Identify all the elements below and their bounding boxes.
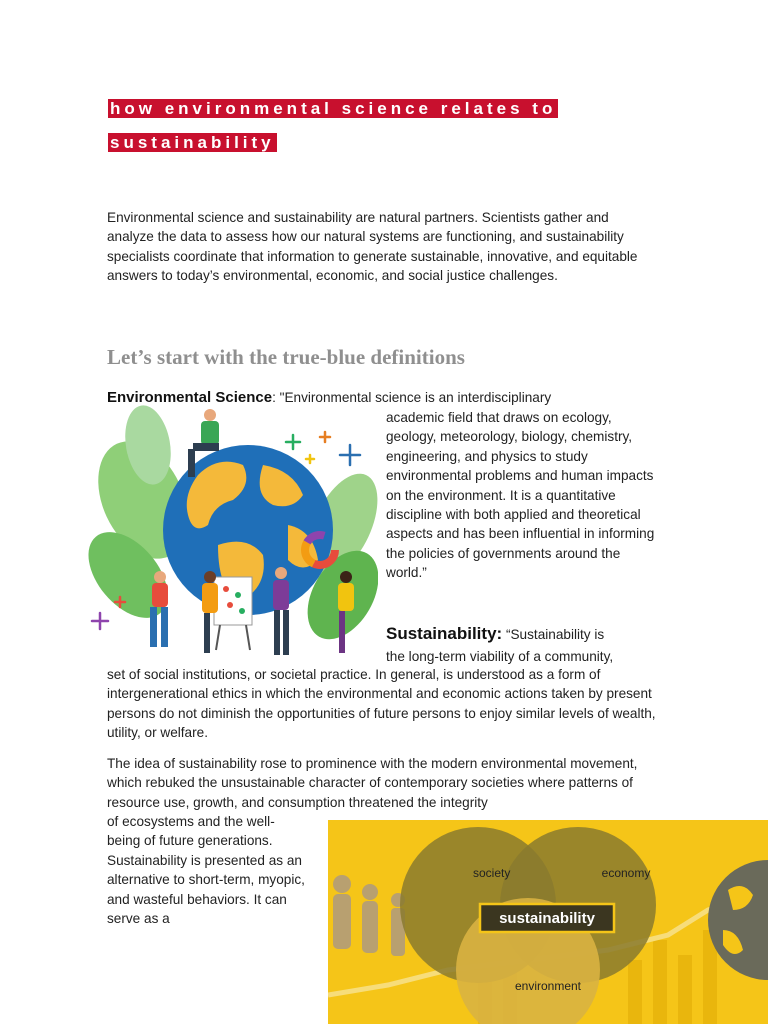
page-title-line-1 xyxy=(108,98,558,120)
chart-easel-icon xyxy=(214,577,252,650)
sustainability-term: Sustainability: xyxy=(386,624,503,643)
sustainability-line1: “Sustainability is xyxy=(502,627,605,642)
env-science-line1: "Environmental science is an interdisciplinary xyxy=(279,390,552,405)
venn-economy-label: economy xyxy=(601,866,651,880)
env-science-separator: : xyxy=(272,390,280,405)
sustainability-definition: set of social institutions, or societal practice. In general, is understood as a form of intergenerational ethics in which the environmental and economic actions taken by present persons do not diminish the opportunities of future persons to enjoy similar levels of wealth, utility, or welfare. xyxy=(107,667,656,741)
env-science-term: Environmental Science xyxy=(107,389,273,406)
sustainability-line2: the long-term viability of a community, xyxy=(386,649,614,664)
venn-environment-label: environment xyxy=(514,979,582,993)
globe-people-illustration xyxy=(88,405,378,665)
idea-paragraph-narrow: of ecosystems and the well-being of future generations. Sustainability is presented as an alternative to short-term, myopic, and wasteful behaviors. It can serve as a xyxy=(107,814,305,927)
page-title-line-2 xyxy=(108,132,277,154)
venn-center-label: sustainability xyxy=(499,910,595,927)
intro-paragraph: Environmental science and sustainability are natural partners. Scientists gather and analyze the data to assess how our natural systems are functioning, and sustainability specialists coordinate that information to generate sustainable, innovative, and equitable answers to today’s environmental, economic, and social justice challenges. xyxy=(107,210,638,284)
venn-society-label: society xyxy=(473,866,511,880)
sustainability-venn-graphic xyxy=(328,820,768,1024)
sustainability-first-line xyxy=(386,624,666,644)
definitions-heading: Let’s start with the true-blue definitions xyxy=(107,345,465,369)
page-title-text-2: sustainability xyxy=(110,133,275,152)
page-title-text-1: how environmental science relates to xyxy=(110,99,557,118)
env-science-definition: academic field that draws on ecology, geology, meteorology, biology, chemistry, engineering, and physics to study environmental problems and human impacts on the environment. It is a quantitative discipline with both applied and theoretical aspects and has been influential in informing the policies of governments around the world.” xyxy=(386,410,655,581)
idea-paragraph-wide: The idea of sustainability rose to prominence with the modern environmental movement, which rebuked the unsustainable character of contemporary societies where patterns of resource use, growth, and consumption threatened the integrity xyxy=(107,756,638,810)
